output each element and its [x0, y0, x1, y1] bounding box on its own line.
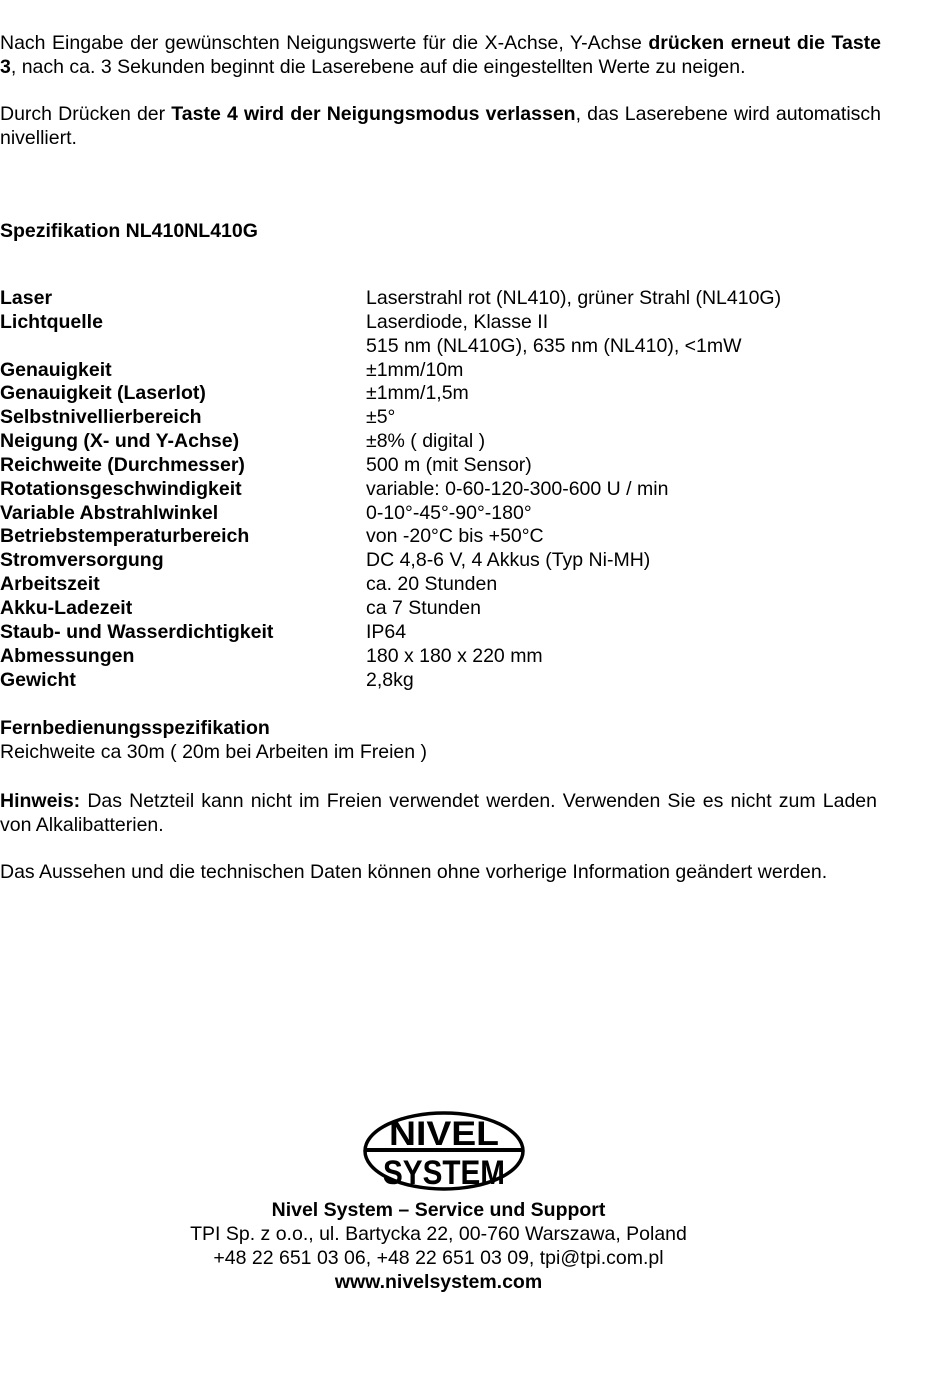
spec-value: ca 7 Stunden: [366, 596, 481, 619]
spec-title: Spezifikation NL410NL410G: [0, 220, 258, 242]
note-paragraph: [0, 789, 877, 837]
spec-row: [0, 621, 881, 645]
spec-value: variable: 0-60-120-300-600 U / min: [366, 477, 669, 500]
remote-spec-section: [0, 716, 427, 764]
spec-label: Rotationsgeschwindigkeit: [0, 477, 242, 500]
spec-row: [0, 311, 881, 335]
intro-bold-text: drücken erneut die Taste 3: [0, 32, 882, 78]
spec-value: 2,8kg: [366, 668, 414, 691]
intro-bold-text: Taste 4 wird der Neigungsmodus verlassen: [171, 103, 576, 125]
spec-label: Selbstnivellierbereich: [0, 406, 202, 429]
intro-text: , nach ca. 3 Sekunden beginnt die Laserebene auf die eingestellten Werte zu neigen.: [10, 56, 746, 78]
contact-address: TPI Sp. z o.o., ul. Bartycka 22, 00-760 Warszawa, Poland: [190, 1223, 687, 1245]
spec-value: ±8% ( digital ): [366, 430, 486, 453]
spec-value: 180 x 180 x 220 mm: [366, 644, 543, 667]
disclaimer-text: Das Aussehen und die technischen Daten können ohne vorherige Information geändert werden.: [0, 861, 828, 883]
spec-label: Betriebstemperaturbereich: [0, 525, 250, 548]
spec-label: Akku-Ladezeit: [0, 596, 133, 619]
contact-title: Nivel System – Service und Support: [271, 1199, 606, 1221]
intro-paragraph-exit: [0, 102, 881, 150]
spec-label: Laser: [0, 287, 53, 309]
spec-table: [0, 287, 881, 692]
spec-row: [0, 335, 881, 359]
spec-label: [0, 335, 366, 359]
spec-value: 515 nm (NL410G), 635 nm (NL410), <1mW: [366, 334, 742, 357]
spec-label: Genauigkeit (Laserlot): [0, 382, 206, 405]
spec-label: Neigung (X- und Y-Achse): [0, 430, 240, 453]
spec-row: [0, 502, 881, 526]
spec-value: ±5°: [366, 406, 396, 429]
spec-label: Staub- und Wasserdichtigkeit: [0, 620, 274, 643]
intro-paragraph-tilt: [0, 31, 881, 79]
spec-label: Variable Abstrahlwinkel: [0, 501, 219, 524]
spec-label: Arbeitszeit: [0, 573, 100, 596]
intro-text: Durch Drücken der: [0, 103, 172, 125]
contact-phone-email: +48 22 651 03 06, +48 22 651 03 09, tpi@tpi.com.pl: [213, 1247, 664, 1269]
spec-value: Laserdiode, Klasse II: [366, 310, 549, 333]
spec-value: ±1mm/1,5m: [366, 382, 469, 405]
spec-row: [0, 287, 881, 311]
intro-text: Nach Eingabe der gewünschten Neigungswerte für die X-Achse, Y-Achse: [0, 32, 649, 54]
spec-label: Genauigkeit: [0, 358, 112, 381]
spec-value: 0-10°-45°-90°-180°: [366, 501, 532, 524]
logo-text-system: SYSTEM: [383, 1154, 505, 1192]
spec-row: [0, 430, 881, 454]
nivel-system-logo: [362, 1110, 526, 1192]
spec-row: [0, 478, 881, 502]
spec-row: [0, 573, 881, 597]
spec-label: Gewicht: [0, 668, 76, 691]
remote-spec-text: Reichweite ca 30m ( 20m bei Arbeiten im Freien ): [0, 741, 428, 763]
note-text: Das Netzteil kann nicht im Freien verwendet werden. Verwenden Sie es nicht zum Laden von Alkalibatterien.: [0, 790, 877, 836]
remote-spec-title: Fernbedienungsspezifikation: [0, 717, 270, 739]
spec-value: Laserstrahl rot (NL410), grüner Strahl (NL410G): [366, 287, 782, 309]
spec-value: ±1mm/10m: [366, 358, 464, 381]
spec-value: IP64: [366, 620, 407, 643]
logo-text-nivel: NIVEL: [389, 1115, 499, 1153]
spec-label: Abmessungen: [0, 644, 135, 667]
spec-label: Lichtquelle: [0, 310, 103, 333]
spec-label: Stromversorgung: [0, 549, 164, 572]
spec-row: [0, 382, 881, 406]
spec-value: DC 4,8-6 V, 4 Akkus (Typ Ni-MH): [366, 549, 651, 572]
spec-row: [0, 406, 881, 430]
note-label: Hinweis:: [0, 790, 81, 812]
spec-row: [0, 645, 881, 669]
intro-text: , das Laserebene wird automatisch nivelliert.: [0, 103, 881, 149]
spec-row: [0, 669, 881, 693]
spec-row: [0, 525, 881, 549]
spec-label: Reichweite (Durchmesser): [0, 453, 245, 476]
spec-value: von -20°C bis +50°C: [366, 525, 544, 548]
spec-row: [0, 549, 881, 573]
contact-website-link[interactable]: www.nivelsystem.com: [334, 1271, 543, 1293]
spec-row: [0, 597, 881, 621]
contact-block: [0, 1198, 877, 1294]
spec-row: [0, 359, 881, 383]
spec-row: [0, 454, 881, 478]
spec-value: ca. 20 Stunden: [366, 573, 498, 596]
spec-value: 500 m (mit Sensor): [366, 453, 532, 476]
